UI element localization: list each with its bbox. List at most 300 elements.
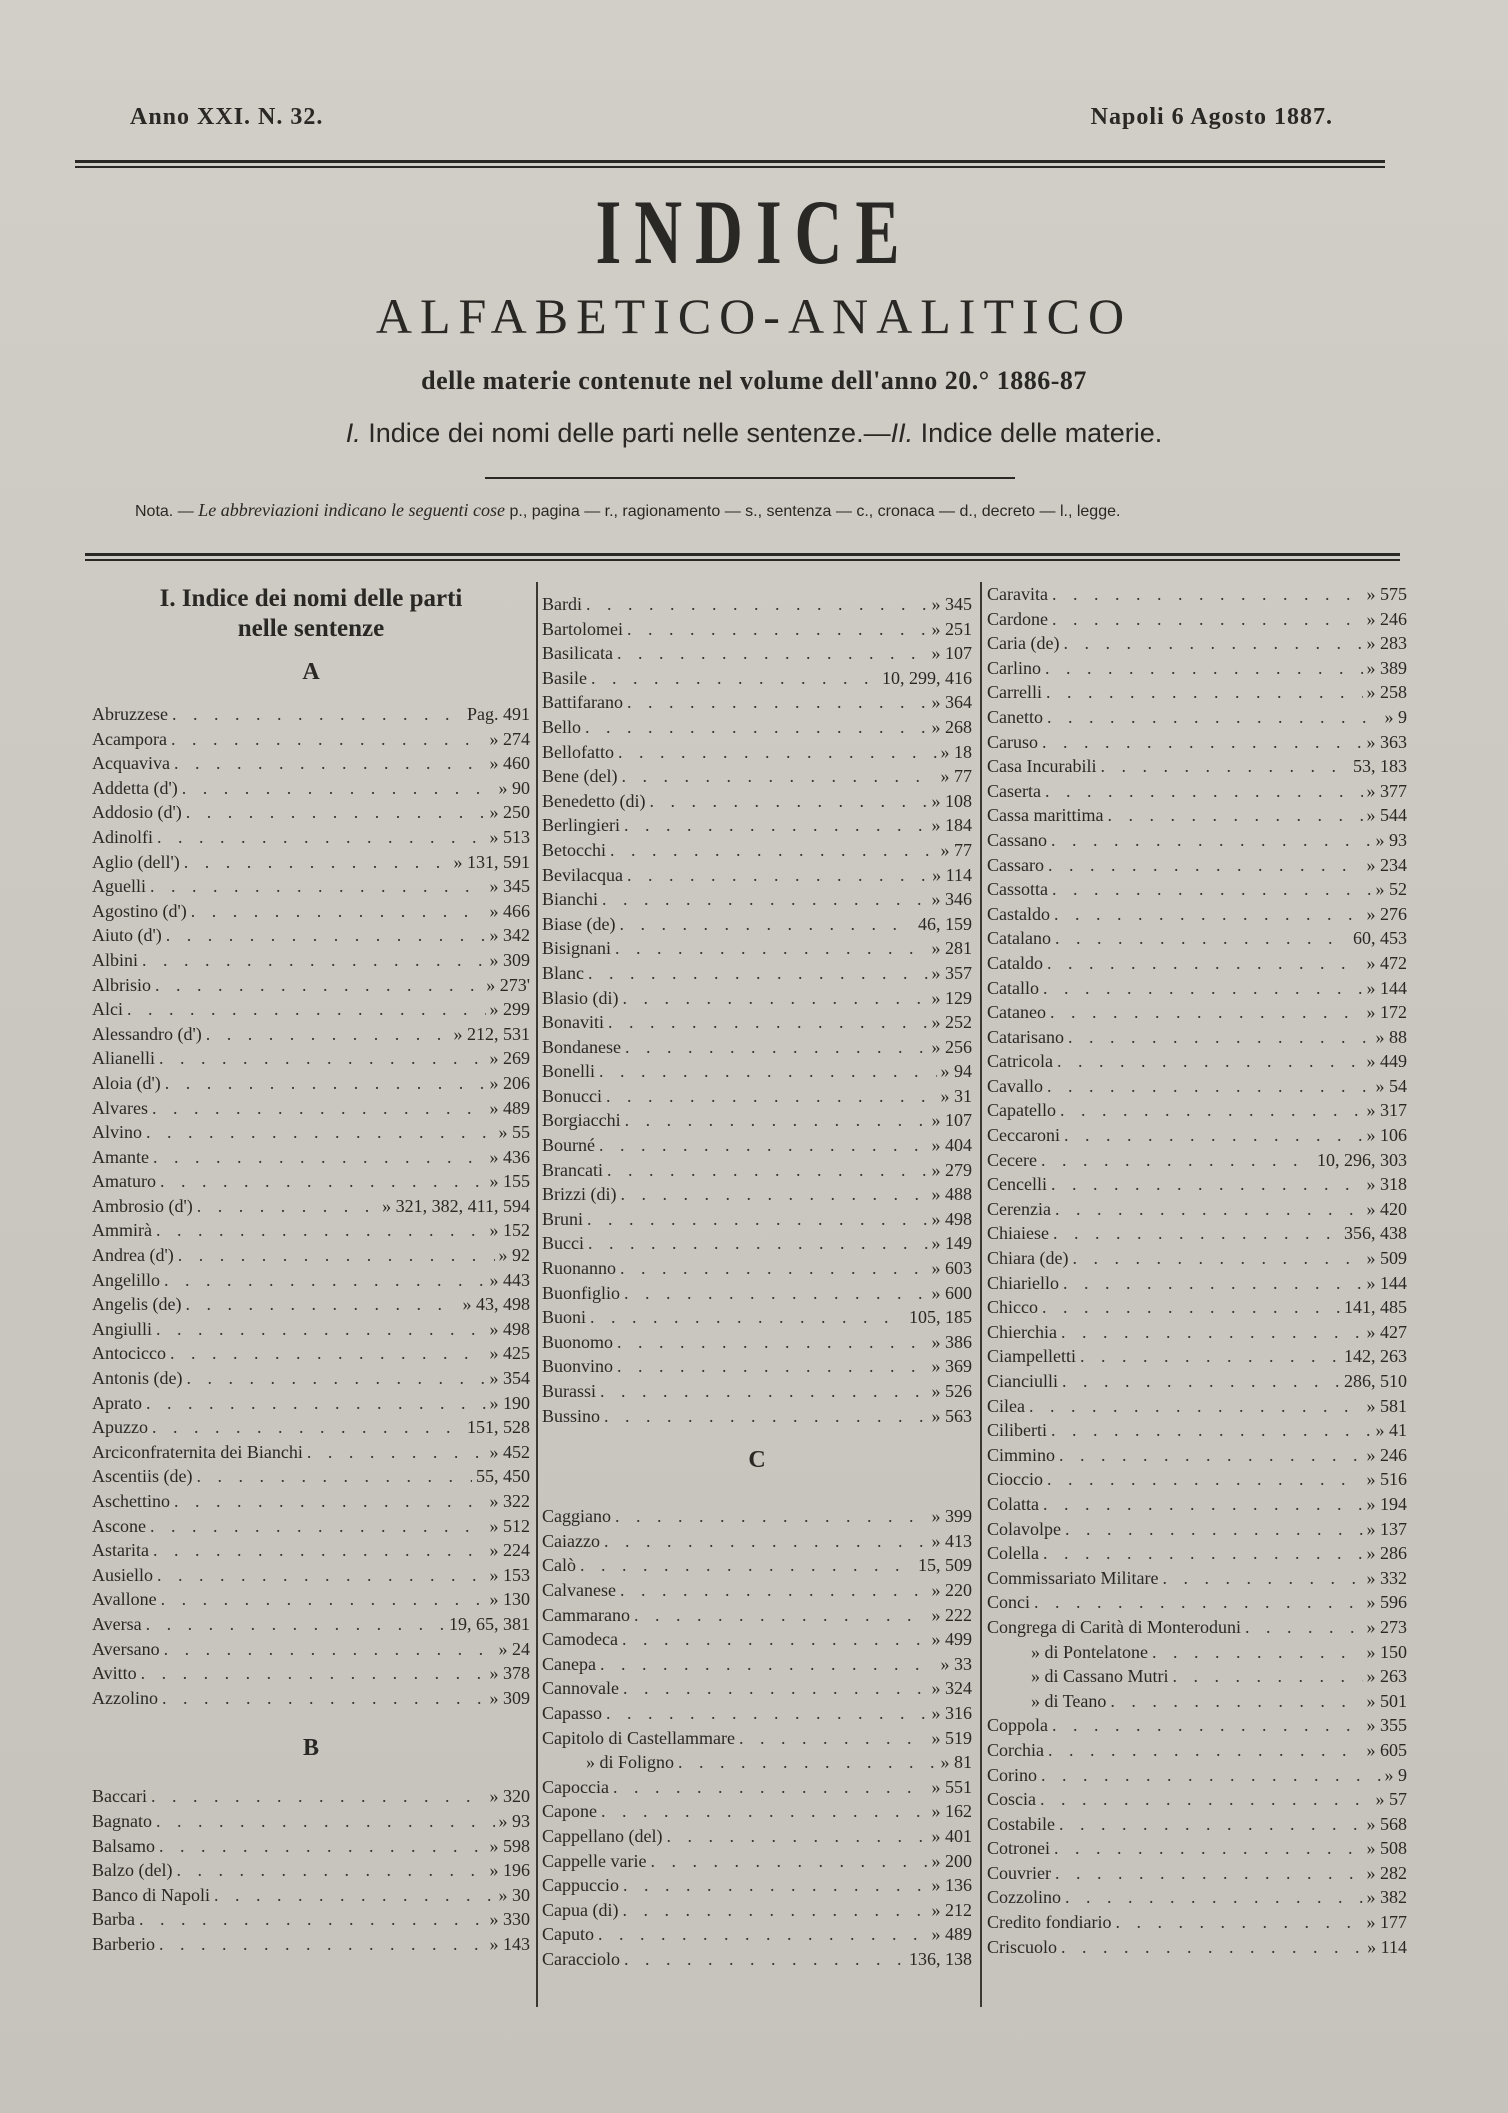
entry-name: Chiaiese xyxy=(987,1223,1049,1244)
dot-leader xyxy=(1045,656,1363,681)
entry-name: Brancati xyxy=(542,1159,603,1180)
dot-leader xyxy=(623,1873,928,1898)
index-entry xyxy=(92,948,530,973)
entry-name: Benedetto (di) xyxy=(542,790,646,811)
dot-leader xyxy=(152,1415,463,1440)
entry-name: » di Foligno xyxy=(586,1752,675,1773)
index-entry xyxy=(92,1858,530,1883)
entry-page: » 598 xyxy=(489,1835,530,1856)
dot-leader xyxy=(1043,976,1363,1001)
index-entry xyxy=(542,1281,972,1306)
entry-name: Cappuccio xyxy=(542,1875,619,1896)
index-entry xyxy=(92,1563,530,1588)
entry-page: » 94 xyxy=(940,1061,972,1082)
entry-name: Bonelli xyxy=(542,1061,595,1082)
dot-leader xyxy=(602,887,928,912)
dot-leader xyxy=(1051,828,1372,853)
entry-page: » 508 xyxy=(1366,1838,1407,1859)
dot-leader xyxy=(166,923,486,948)
entry-page: » 283 xyxy=(1366,633,1407,654)
entry-name: Caruso xyxy=(987,731,1038,752)
index-entry xyxy=(987,1640,1407,1665)
index-entry xyxy=(542,912,972,937)
entry-name: Catalano xyxy=(987,928,1051,949)
entry-page: » 246 xyxy=(1366,1444,1407,1465)
entry-name: Buoni xyxy=(542,1307,587,1328)
dot-leader xyxy=(197,1194,378,1219)
index-entry xyxy=(92,1587,530,1612)
index-entry xyxy=(542,1108,972,1133)
index-entry xyxy=(987,1467,1407,1492)
index-entry xyxy=(987,582,1407,607)
entry-page: 53, 183 xyxy=(1353,756,1407,777)
index-entry xyxy=(987,607,1407,632)
entry-name: Albini xyxy=(92,949,139,970)
entry-name: Biase (de) xyxy=(542,913,616,934)
dot-leader xyxy=(620,1182,927,1207)
entries-b xyxy=(92,1784,530,1956)
dot-leader xyxy=(621,764,936,789)
entry-page: » 152 xyxy=(489,1220,530,1241)
entry-page: » 509 xyxy=(1366,1248,1407,1269)
dot-leader xyxy=(196,1464,472,1489)
index-entry xyxy=(542,986,972,1011)
dot-leader xyxy=(1064,1123,1363,1148)
entry-name: Balzo (del) xyxy=(92,1860,173,1881)
index-entry xyxy=(542,715,972,740)
dot-leader xyxy=(150,874,486,899)
entry-page: » 321, 382, 411, 594 xyxy=(382,1195,530,1216)
index-entry xyxy=(542,1256,972,1281)
entry-name: Caputo xyxy=(542,1924,594,1945)
dot-leader xyxy=(1173,1664,1363,1689)
index-entry xyxy=(542,887,972,912)
entry-name: Bondanese xyxy=(542,1036,621,1057)
entry-page: » 108 xyxy=(931,790,972,811)
dot-leader xyxy=(619,912,914,937)
entry-page: » 413 xyxy=(931,1530,972,1551)
header-double-rule xyxy=(75,160,1385,168)
entry-page: » 568 xyxy=(1366,1813,1407,1834)
index-entry xyxy=(987,1517,1407,1542)
index-entry xyxy=(92,1218,530,1243)
dot-leader xyxy=(159,1046,486,1071)
index-entry xyxy=(542,1231,972,1256)
dot-leader xyxy=(599,1133,928,1158)
entry-page: » 544 xyxy=(1366,805,1407,826)
index-entry xyxy=(92,1932,530,1957)
entry-page: » 81 xyxy=(940,1752,972,1773)
entry-page: » 309 xyxy=(489,949,530,970)
index-entry xyxy=(542,1750,972,1775)
entry-page: » 377 xyxy=(1366,780,1407,801)
index-entry xyxy=(92,1243,530,1268)
index-entry xyxy=(92,1268,530,1293)
dot-leader xyxy=(157,1563,486,1588)
entry-name: Cotronei xyxy=(987,1838,1050,1859)
dot-leader xyxy=(1059,1812,1363,1837)
index-entry xyxy=(92,1341,530,1366)
index-entry xyxy=(542,789,972,814)
entry-name: Cassaro xyxy=(987,854,1044,875)
dot-leader xyxy=(184,850,450,875)
dot-leader xyxy=(585,715,928,740)
dot-leader xyxy=(620,1256,928,1281)
entry-page: » 513 xyxy=(489,826,530,847)
index-entry xyxy=(987,902,1407,927)
index-entry xyxy=(542,1627,972,1652)
index-entry xyxy=(542,1182,972,1207)
dot-leader xyxy=(634,1603,928,1628)
index-entry xyxy=(92,1022,530,1047)
entry-page: » 177 xyxy=(1366,1912,1407,1933)
entry-name: Amaturo xyxy=(92,1171,156,1192)
entry-name: Cassa marittima xyxy=(987,805,1104,826)
entry-name: Basilicata xyxy=(542,643,613,664)
dot-leader xyxy=(1047,951,1363,976)
index-entry xyxy=(987,1172,1407,1197)
index-entry xyxy=(542,1084,972,1109)
entry-page: » 57 xyxy=(1375,1789,1407,1810)
index-entry xyxy=(92,1489,530,1514)
entry-page: 141, 485 xyxy=(1344,1297,1407,1318)
entry-page: » 268 xyxy=(931,716,972,737)
entry-page: » 276 xyxy=(1366,903,1407,924)
index-entry xyxy=(542,1035,972,1060)
dot-leader xyxy=(617,641,928,666)
index-entry xyxy=(987,1689,1407,1714)
entry-page: » 357 xyxy=(931,962,972,983)
dot-leader xyxy=(1060,1098,1363,1123)
entry-page: » 519 xyxy=(931,1727,972,1748)
entry-page: » 162 xyxy=(931,1801,972,1822)
index-entry xyxy=(542,764,972,789)
entry-page: 10, 296, 303 xyxy=(1317,1149,1407,1170)
entry-page: » 317 xyxy=(1366,1100,1407,1121)
part-one-text: Indice dei nomi delle parti nelle sentenze.— xyxy=(360,418,891,448)
dot-leader xyxy=(599,1059,937,1084)
index-entry xyxy=(987,1861,1407,1886)
dot-leader xyxy=(185,1292,458,1317)
index-entry xyxy=(92,800,530,825)
entry-page: 356, 438 xyxy=(1344,1223,1407,1244)
index-entry xyxy=(92,1661,530,1686)
entry-page: » 144 xyxy=(1366,1272,1407,1293)
dot-leader xyxy=(165,1071,486,1096)
dot-leader xyxy=(624,813,928,838)
entry-page: » 342 xyxy=(489,925,530,946)
dot-leader xyxy=(1043,1492,1363,1517)
index-column-2 xyxy=(542,592,972,1971)
entry-page: » 460 xyxy=(489,753,530,774)
entry-name: Acampora xyxy=(92,728,167,749)
entry-name: Cappellano (del) xyxy=(542,1825,663,1846)
entry-page: » 258 xyxy=(1366,682,1407,703)
entry-name: Caiazzo xyxy=(542,1530,600,1551)
section-title xyxy=(92,584,530,644)
dot-leader xyxy=(157,825,486,850)
index-entry xyxy=(92,1391,530,1416)
place-date: Napoli 6 Agosto 1887. xyxy=(1090,104,1333,130)
entries-b-continued xyxy=(542,592,972,1428)
entry-name: Astarita xyxy=(92,1540,149,1561)
index-entry xyxy=(542,617,972,642)
dot-leader xyxy=(156,1317,485,1342)
dot-leader xyxy=(161,1587,486,1612)
entry-name: Cammarano xyxy=(542,1604,630,1625)
entry-page: » 93 xyxy=(1375,829,1407,850)
entry-name: Banco di Napoli xyxy=(92,1884,210,1905)
dot-leader xyxy=(1080,1344,1340,1369)
index-entry xyxy=(987,1566,1407,1591)
entry-name: Bardi xyxy=(542,594,582,614)
index-entry xyxy=(92,1834,530,1859)
entry-name: Blasio (di) xyxy=(542,987,619,1008)
column-divider xyxy=(536,582,538,2007)
entry-name: Catallo xyxy=(987,977,1039,998)
index-entry xyxy=(92,1120,530,1145)
dot-leader xyxy=(1115,1910,1362,1935)
index-entry xyxy=(987,1221,1407,1246)
dot-leader xyxy=(1059,1443,1362,1468)
entry-page: » 355 xyxy=(1366,1715,1407,1736)
entry-name: Commissariato Militare xyxy=(987,1567,1159,1588)
dot-leader xyxy=(608,1010,928,1035)
entry-page: » 92 xyxy=(498,1245,530,1266)
entry-name: Amante xyxy=(92,1146,149,1167)
entry-name: » di Cassano Mutri xyxy=(1031,1666,1169,1687)
entry-page: » 222 xyxy=(931,1604,972,1625)
index-entry xyxy=(92,702,530,727)
entry-name: Addosio (d') xyxy=(92,802,182,823)
entry-page: » 136 xyxy=(931,1875,972,1896)
entry-name: Bagnato xyxy=(92,1810,152,1831)
entry-page: » 427 xyxy=(1366,1321,1407,1342)
index-entry xyxy=(92,1169,530,1194)
entry-name: Alvino xyxy=(92,1122,143,1143)
entry-name: Criscuolo xyxy=(987,1936,1057,1957)
dot-leader xyxy=(1034,1590,1363,1615)
entry-page: » 194 xyxy=(1366,1493,1407,1514)
dot-leader xyxy=(1042,730,1363,755)
dot-leader xyxy=(649,789,927,814)
entry-name: Caracciolo xyxy=(542,1948,620,1969)
dot-leader xyxy=(1041,1148,1313,1173)
index-entry xyxy=(92,997,530,1022)
entry-name: Angiulli xyxy=(92,1318,153,1339)
entry-name: Ciampelletti xyxy=(987,1346,1076,1367)
dot-leader xyxy=(1042,1295,1340,1320)
entry-page: » 107 xyxy=(931,643,972,664)
dot-leader xyxy=(156,1809,495,1834)
index-entry xyxy=(92,1612,530,1637)
dot-leader xyxy=(146,1391,486,1416)
entry-page: » 131, 591 xyxy=(453,851,530,872)
entry-name: Apuzzo xyxy=(92,1417,148,1438)
dot-leader xyxy=(600,1652,937,1677)
entry-page: » 30 xyxy=(498,1884,530,1905)
entry-page: » 605 xyxy=(1366,1739,1407,1760)
index-entry xyxy=(987,705,1407,730)
index-entry xyxy=(92,1809,530,1834)
entry-name: Ambrosio (d') xyxy=(92,1195,193,1216)
dot-leader xyxy=(1052,1713,1363,1738)
entry-page: » 420 xyxy=(1366,1198,1407,1219)
entry-page: » 144 xyxy=(1366,977,1407,998)
dot-leader xyxy=(1110,1689,1362,1714)
entry-page: » 54 xyxy=(1375,1075,1407,1096)
dot-leader xyxy=(1062,1369,1340,1394)
dot-leader xyxy=(615,936,927,961)
dot-leader xyxy=(580,1553,914,1578)
entry-name: Capone xyxy=(542,1801,597,1822)
entry-page: » 224 xyxy=(489,1540,530,1561)
entry-page: » 9 xyxy=(1384,706,1407,727)
dot-leader xyxy=(170,1341,486,1366)
entry-name: Bourné xyxy=(542,1135,595,1156)
entry-name: Cassano xyxy=(987,829,1047,850)
index-entry xyxy=(542,813,972,838)
dot-leader xyxy=(1065,1885,1363,1910)
entry-page: » 246 xyxy=(1366,608,1407,629)
index-entry xyxy=(987,754,1407,779)
dot-leader xyxy=(739,1726,928,1751)
entry-name: Chierchia xyxy=(987,1321,1057,1342)
entry-name: Ascone xyxy=(92,1515,146,1536)
entry-page: » 332 xyxy=(1366,1567,1407,1588)
entry-name: Cardone xyxy=(987,608,1048,629)
entry-page: » 282 xyxy=(1366,1862,1407,1883)
entry-name: Cioccio xyxy=(987,1469,1043,1490)
entry-page: » 498 xyxy=(489,1318,530,1339)
entry-name: Bene (del) xyxy=(542,766,618,787)
index-entry xyxy=(92,1686,530,1711)
dot-leader xyxy=(624,1281,927,1306)
dot-leader xyxy=(127,997,486,1022)
entry-name: Carrelli xyxy=(987,682,1042,703)
entry-name: Chicco xyxy=(987,1297,1038,1318)
index-entry xyxy=(987,926,1407,951)
dot-leader xyxy=(586,592,928,617)
entry-name: Cimmino xyxy=(987,1444,1056,1465)
index-entry xyxy=(542,1330,972,1355)
index-entry xyxy=(92,874,530,899)
dot-leader xyxy=(588,961,928,986)
index-entry xyxy=(542,690,972,715)
letter-heading-a: A xyxy=(302,659,320,685)
entry-page: » 256 xyxy=(931,1036,972,1057)
entry-name: Ceccaroni xyxy=(987,1125,1060,1146)
dot-leader xyxy=(172,702,463,727)
entry-name: Bianchi xyxy=(542,889,598,910)
entry-page: » 279 xyxy=(931,1159,972,1180)
entry-name: Carlino xyxy=(987,657,1041,678)
entry-name: Barberio xyxy=(92,1933,155,1954)
index-entry xyxy=(987,1615,1407,1640)
dot-leader xyxy=(1063,1271,1363,1296)
index-entry xyxy=(542,666,972,691)
entry-page: » 386 xyxy=(931,1331,972,1352)
entry-name: Ciliberti xyxy=(987,1420,1047,1441)
dot-leader xyxy=(146,1612,445,1637)
letter-heading-c: C xyxy=(748,1447,766,1474)
index-entry xyxy=(542,1701,972,1726)
dot-leader xyxy=(606,1084,937,1109)
entry-page: » 449 xyxy=(1366,1051,1407,1072)
dot-leader xyxy=(1053,1221,1340,1246)
entry-name: Arciconfraternita dei Bianchi xyxy=(92,1441,303,1462)
index-entry xyxy=(987,828,1407,853)
entry-page: » 106 xyxy=(1366,1125,1407,1146)
entry-page: » 107 xyxy=(931,1110,972,1131)
entry-page: 105, 185 xyxy=(909,1307,972,1328)
dot-leader xyxy=(182,776,495,801)
entry-name: Avitto xyxy=(92,1663,137,1684)
entry-name: Acquaviva xyxy=(92,753,170,774)
dot-leader xyxy=(1045,779,1363,804)
index-entry xyxy=(92,850,530,875)
entry-page: » 369 xyxy=(931,1356,972,1377)
index-entry xyxy=(92,1366,530,1391)
entry-page: » 596 xyxy=(1366,1592,1407,1613)
dot-leader xyxy=(1047,1074,1372,1099)
entry-page: » 220 xyxy=(931,1579,972,1600)
entry-name: Bonaviti xyxy=(542,1012,604,1033)
body-double-rule xyxy=(85,553,1400,561)
dot-leader xyxy=(604,1529,928,1554)
index-entry xyxy=(987,853,1407,878)
dot-leader xyxy=(666,1824,927,1849)
entry-page: » 281 xyxy=(931,938,972,959)
index-entry xyxy=(987,680,1407,705)
dot-leader xyxy=(1055,1861,1363,1886)
entry-page: » 401 xyxy=(931,1825,972,1846)
entry-page: » 581 xyxy=(1366,1395,1407,1416)
entry-page: » 425 xyxy=(489,1343,530,1364)
entry-name: Bruni xyxy=(542,1208,584,1229)
entry-page: » 149 xyxy=(931,1233,972,1254)
index-entry xyxy=(92,1292,530,1317)
entry-name: Aversano xyxy=(92,1638,160,1659)
index-entry xyxy=(987,1590,1407,1615)
index-entry xyxy=(542,961,972,986)
entry-page: » 137 xyxy=(1366,1518,1407,1539)
entry-name: Credito fondiario xyxy=(987,1912,1112,1933)
index-entry xyxy=(92,1637,530,1662)
entry-name: Betocchi xyxy=(542,839,606,860)
entry-name: Adinolfi xyxy=(92,826,153,847)
index-entry xyxy=(987,1320,1407,1345)
entry-name: Colavolpe xyxy=(987,1518,1061,1539)
index-entry xyxy=(542,1207,972,1232)
dot-leader xyxy=(625,1035,928,1060)
entry-name: Ascentiis (de) xyxy=(92,1466,193,1487)
index-entry xyxy=(542,1799,972,1824)
index-entry xyxy=(92,727,530,752)
dot-leader xyxy=(1051,1418,1372,1443)
index-entry xyxy=(542,1529,972,1554)
dot-leader xyxy=(1061,1935,1363,1960)
index-entry xyxy=(542,838,972,863)
entry-page: » 43, 498 xyxy=(462,1294,530,1315)
entry-name: Cassotta xyxy=(987,879,1048,900)
dot-leader xyxy=(650,1849,927,1874)
index-entry xyxy=(987,1049,1407,1074)
index-entry xyxy=(987,1098,1407,1123)
dot-leader xyxy=(206,1022,450,1047)
entry-page: » 77 xyxy=(940,839,972,860)
entry-name: Aloia (d') xyxy=(92,1072,161,1093)
